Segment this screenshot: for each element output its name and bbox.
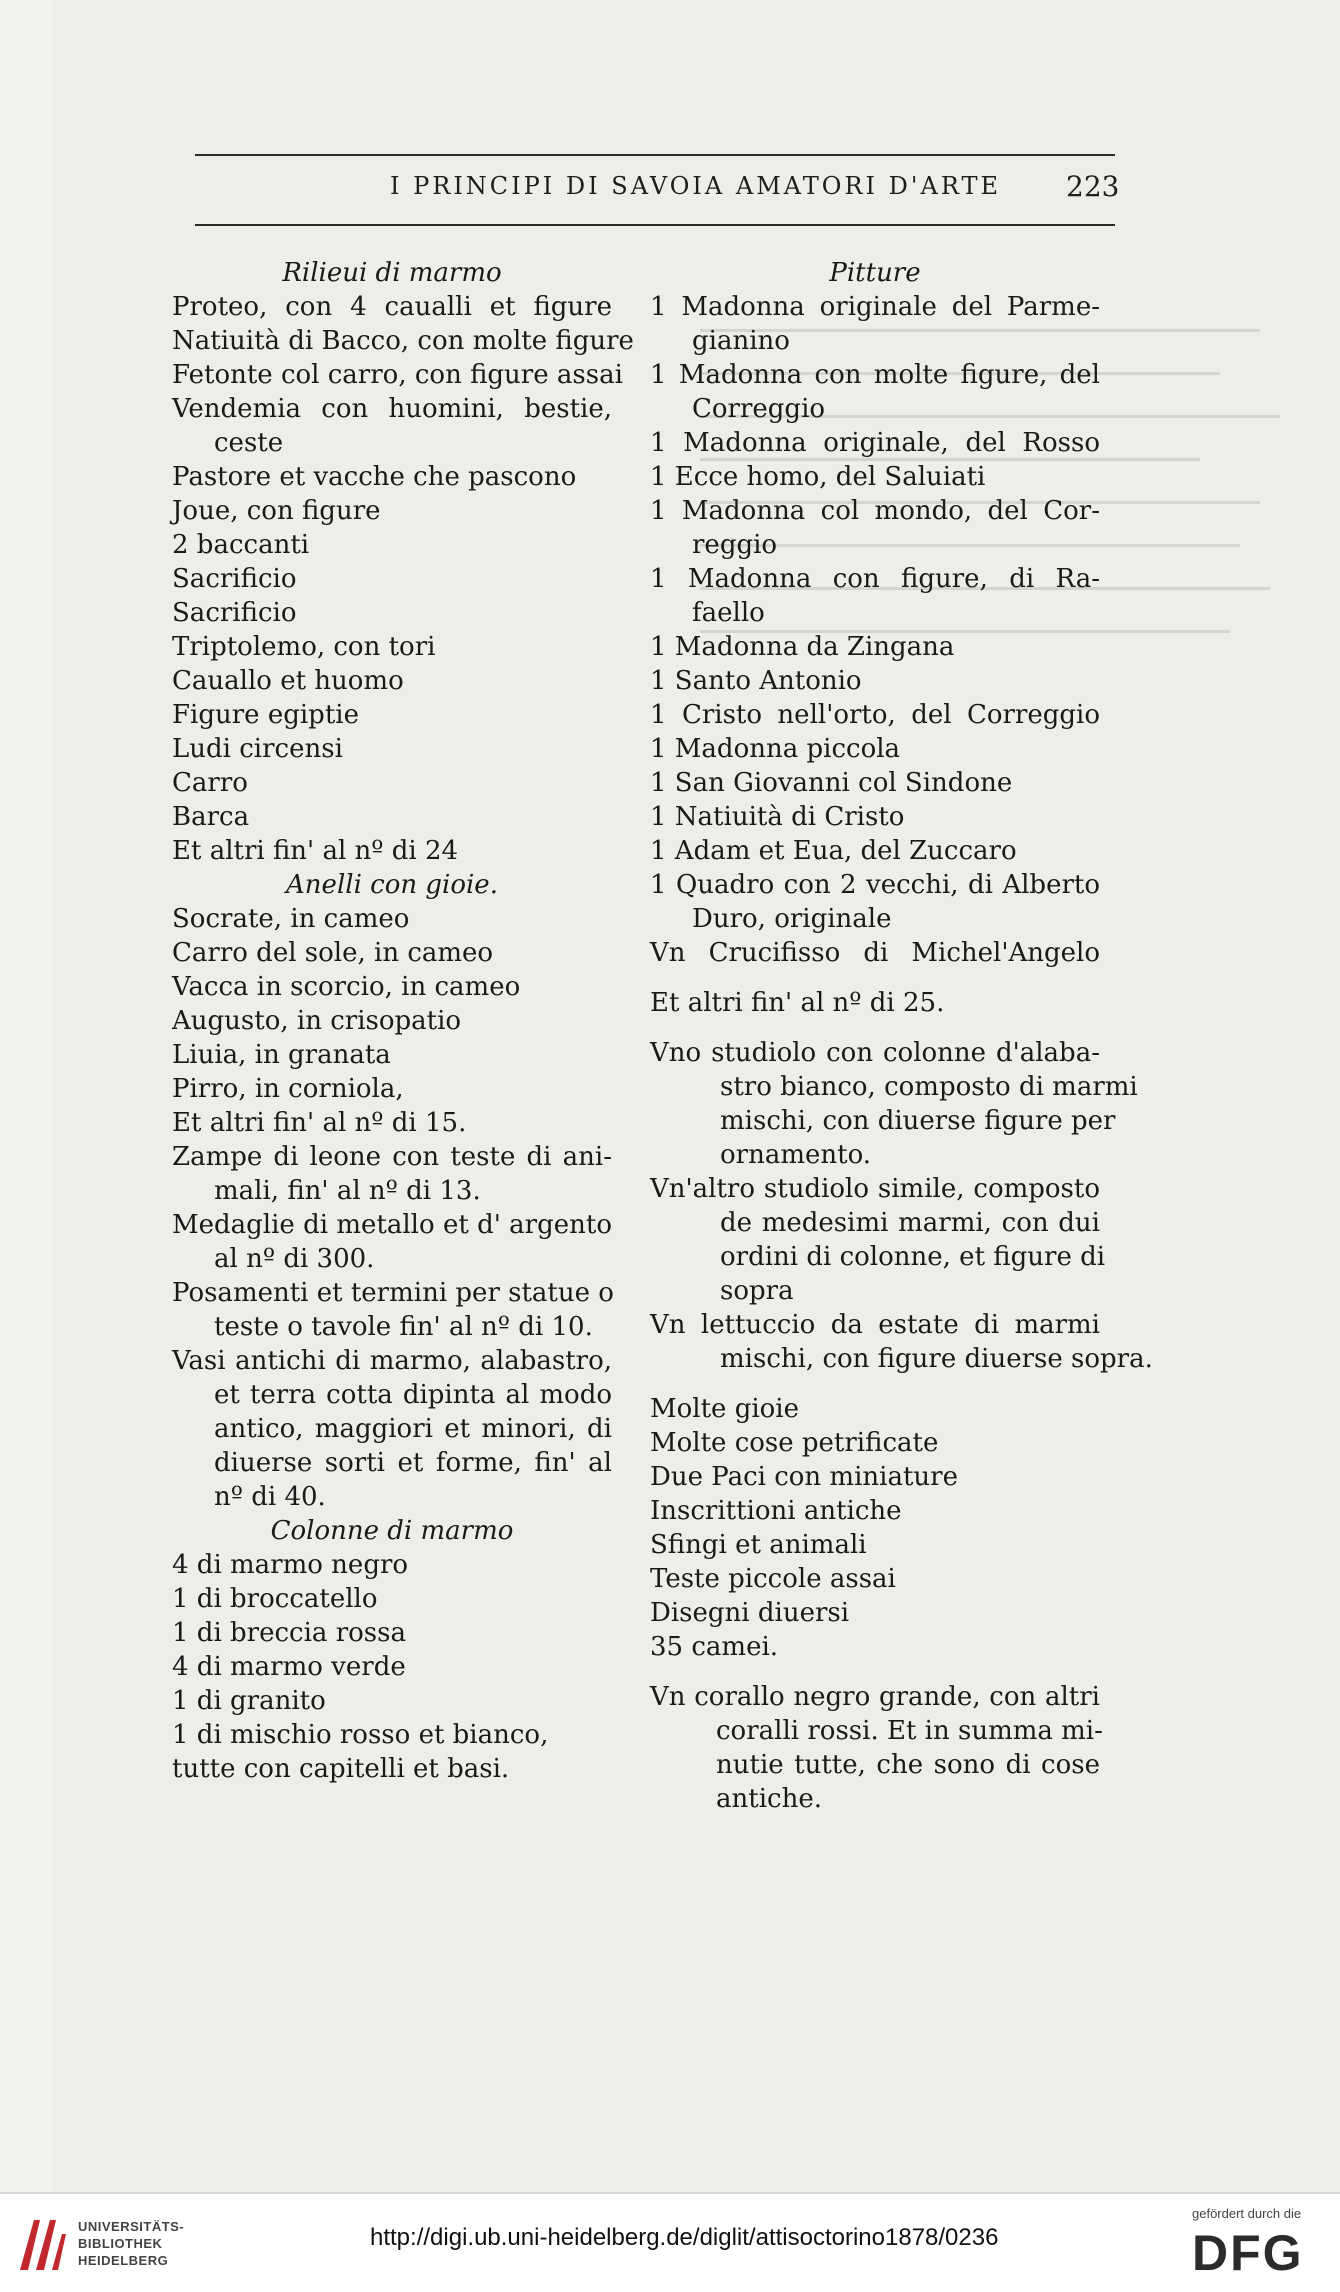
left-line: Posamenti et termini per statue o xyxy=(172,1278,614,1308)
right-line: de medesimi marmi, con dui xyxy=(720,1208,1100,1238)
right-line: 1 Madonna col mondo, del Cor- xyxy=(650,496,1100,526)
right-line: 1 Madonna con molte figure, del xyxy=(650,360,1100,390)
left-line: 1 di granito xyxy=(172,1686,326,1716)
left-line: Sacrificio xyxy=(172,564,297,594)
left-section-heading: Anelli con gioie. xyxy=(286,870,498,900)
right-line: Inscrittioni antiche xyxy=(650,1496,902,1526)
right-line: Vn corallo negro grande, con altri xyxy=(650,1682,1100,1712)
right-line: Vn'altro studiolo simile, composto xyxy=(650,1174,1100,1204)
funded-by-label: gefördert durch die xyxy=(1192,2206,1302,2221)
right-line: mischi, con diuerse figure per xyxy=(720,1106,1116,1136)
right-line: gianino xyxy=(692,326,790,356)
right-line: 1 Madonna piccola xyxy=(650,734,901,764)
header-rule-top xyxy=(195,154,1115,156)
paragraph-gap xyxy=(650,1664,1100,1680)
right-line: Vno studiolo con colonne d'alaba- xyxy=(650,1038,1100,1068)
left-line: Carro del sole, in cameo xyxy=(172,938,494,968)
digitization-footer xyxy=(0,2192,1340,2292)
right-line: Sfingi et animali xyxy=(650,1530,867,1560)
right-line: faello xyxy=(692,598,765,628)
right-line: Correggio xyxy=(692,394,826,424)
left-line: 1 di breccia rossa xyxy=(172,1618,406,1648)
right-line: 1 Ecce homo, del Saluiati xyxy=(650,462,986,492)
paragraph-gap xyxy=(650,1020,1100,1036)
left-line: Zampe di leone con teste di ani- xyxy=(172,1142,612,1172)
left-line: antico, maggiori et minori, di xyxy=(214,1414,612,1444)
right-line: ordini di colonne, et figure di xyxy=(720,1242,1106,1272)
left-line: et terra cotta dipinta al modo xyxy=(214,1380,612,1410)
permalink-url[interactable]: http://digi.ub.uni-heidelberg.de/diglit/attisoctorino1878/0236 xyxy=(370,2224,999,2251)
left-line: diuerse sorti et forme, fin' al xyxy=(214,1448,612,1478)
right-line: Vn Crucifisso di Michel'Angelo xyxy=(650,938,1100,968)
right-column xyxy=(650,256,1153,1816)
library-name xyxy=(78,2218,184,2269)
left-line: nº di 40. xyxy=(214,1482,326,1512)
right-line: 35 camei. xyxy=(650,1632,779,1662)
dfg-logo: DFG xyxy=(1192,2225,1304,2281)
right-line: Due Paci con miniature xyxy=(650,1462,958,1492)
left-line: Vendemia con huomini, bestie, xyxy=(172,394,612,424)
right-line: 1 Madonna originale, del Rosso xyxy=(650,428,1100,458)
left-line: mali, fin' al nº di 13. xyxy=(214,1176,481,1206)
right-line: reggio xyxy=(692,530,778,560)
left-line: Natiuità di Bacco, con molte figure xyxy=(172,326,634,356)
left-line: 4 di marmo negro xyxy=(172,1550,409,1580)
library-name-line: UNIVERSITÄTS- xyxy=(78,2219,185,2234)
right-line: 1 Santo Antonio xyxy=(650,666,862,696)
right-line: nutie tutte, che sono di cose xyxy=(716,1750,1100,1780)
left-line: Augusto, in crisopatio xyxy=(172,1006,462,1036)
right-line: coralli rossi. Et in summa mi- xyxy=(716,1716,1103,1746)
right-line: 1 Cristo nell'orto, del Correggio xyxy=(650,700,1100,730)
page-number: 223 xyxy=(1066,170,1120,203)
left-line: Medaglie di metallo et d' argento xyxy=(172,1210,612,1240)
right-line: 1 San Giovanni col Sindone xyxy=(650,768,1013,798)
left-line: Carro xyxy=(172,768,248,798)
left-line: Pastore et vacche che pascono xyxy=(172,462,577,492)
right-line: 1 Madonna originale del Parme- xyxy=(650,292,1100,322)
left-line: Vacca in scorcio, in cameo xyxy=(172,972,521,1002)
left-line: Socrate, in cameo xyxy=(172,904,410,934)
left-line: 2 baccanti xyxy=(172,530,310,560)
right-line: Et altri fin' al nº di 25. xyxy=(650,988,945,1018)
university-library-logo-icon xyxy=(14,2212,70,2276)
left-line: Fetonte col carro, con figure assai xyxy=(172,360,623,390)
left-line: Cauallo et huomo xyxy=(172,666,404,696)
right-line: 1 Adam et Eua, del Zuccaro xyxy=(650,836,1017,866)
right-line: Duro, originale xyxy=(692,904,892,934)
right-line: 1 Natiuità di Cristo xyxy=(650,802,905,832)
left-line: Et altri fin' al nº di 24 xyxy=(172,836,459,866)
left-line: Pirro, in corniola, xyxy=(172,1074,404,1104)
library-name-line: BIBLIOTHEK xyxy=(78,2236,163,2251)
right-section-heading: Pitture xyxy=(829,258,921,288)
right-line: 1 Quadro con 2 vecchi, di Alberto xyxy=(650,870,1100,900)
right-line: Disegni diuersi xyxy=(650,1598,850,1628)
running-title: I PRINCIPI DI SAVOIA AMATORI D'ARTE xyxy=(390,172,1002,200)
left-line: 1 di mischio rosso et bianco, xyxy=(172,1720,549,1750)
left-line: 4 di marmo verde xyxy=(172,1652,406,1682)
left-section-heading: Colonne di marmo xyxy=(270,1516,514,1546)
header-rule-bottom xyxy=(195,224,1115,226)
left-line: Liuia, in granata xyxy=(172,1040,391,1070)
right-line: Vn lettuccio da estate di marmi xyxy=(650,1310,1100,1340)
right-line: mischi, con figure diuerse sopra. xyxy=(720,1344,1153,1374)
left-line: tutte con capitelli et basi. xyxy=(172,1754,510,1784)
left-line: 1 di broccatello xyxy=(172,1584,378,1614)
left-line: Barca xyxy=(172,802,250,832)
left-line: Figure egiptie xyxy=(172,700,359,730)
left-column xyxy=(172,256,634,1786)
left-line: ceste xyxy=(214,428,284,458)
left-line: Joue, con figure xyxy=(172,496,381,526)
right-line: Molte gioie xyxy=(650,1394,800,1424)
left-section-heading: Rilieui di marmo xyxy=(282,258,502,288)
left-line: Proteo, con 4 caualli et figure xyxy=(172,292,612,322)
right-line: 1 Madonna da Zingana xyxy=(650,632,955,662)
paragraph-gap xyxy=(650,1376,1100,1392)
left-line: Triptolemo, con tori xyxy=(172,632,436,662)
left-line: teste o tavole fin' al nº di 10. xyxy=(214,1312,593,1342)
right-line: Molte cose petrificate xyxy=(650,1428,939,1458)
right-line: stro bianco, composto di marmi xyxy=(720,1072,1138,1102)
left-line: Et altri fin' al nº di 15. xyxy=(172,1108,467,1138)
left-line: Ludi circensi xyxy=(172,734,343,764)
left-line: al nº di 300. xyxy=(214,1244,375,1274)
paragraph-gap xyxy=(650,970,1100,986)
right-line: Teste piccole assai xyxy=(650,1564,896,1594)
left-line: Sacrificio xyxy=(172,598,297,628)
right-line: sopra xyxy=(720,1276,794,1306)
right-line: 1 Madonna con figure, di Ra- xyxy=(650,564,1100,594)
right-line: ornamento. xyxy=(720,1140,872,1170)
library-name-line: HEIDELBERG xyxy=(78,2253,169,2268)
right-line: antiche. xyxy=(716,1784,822,1814)
left-line: Vasi antichi di marmo, alabastro, xyxy=(172,1346,612,1376)
